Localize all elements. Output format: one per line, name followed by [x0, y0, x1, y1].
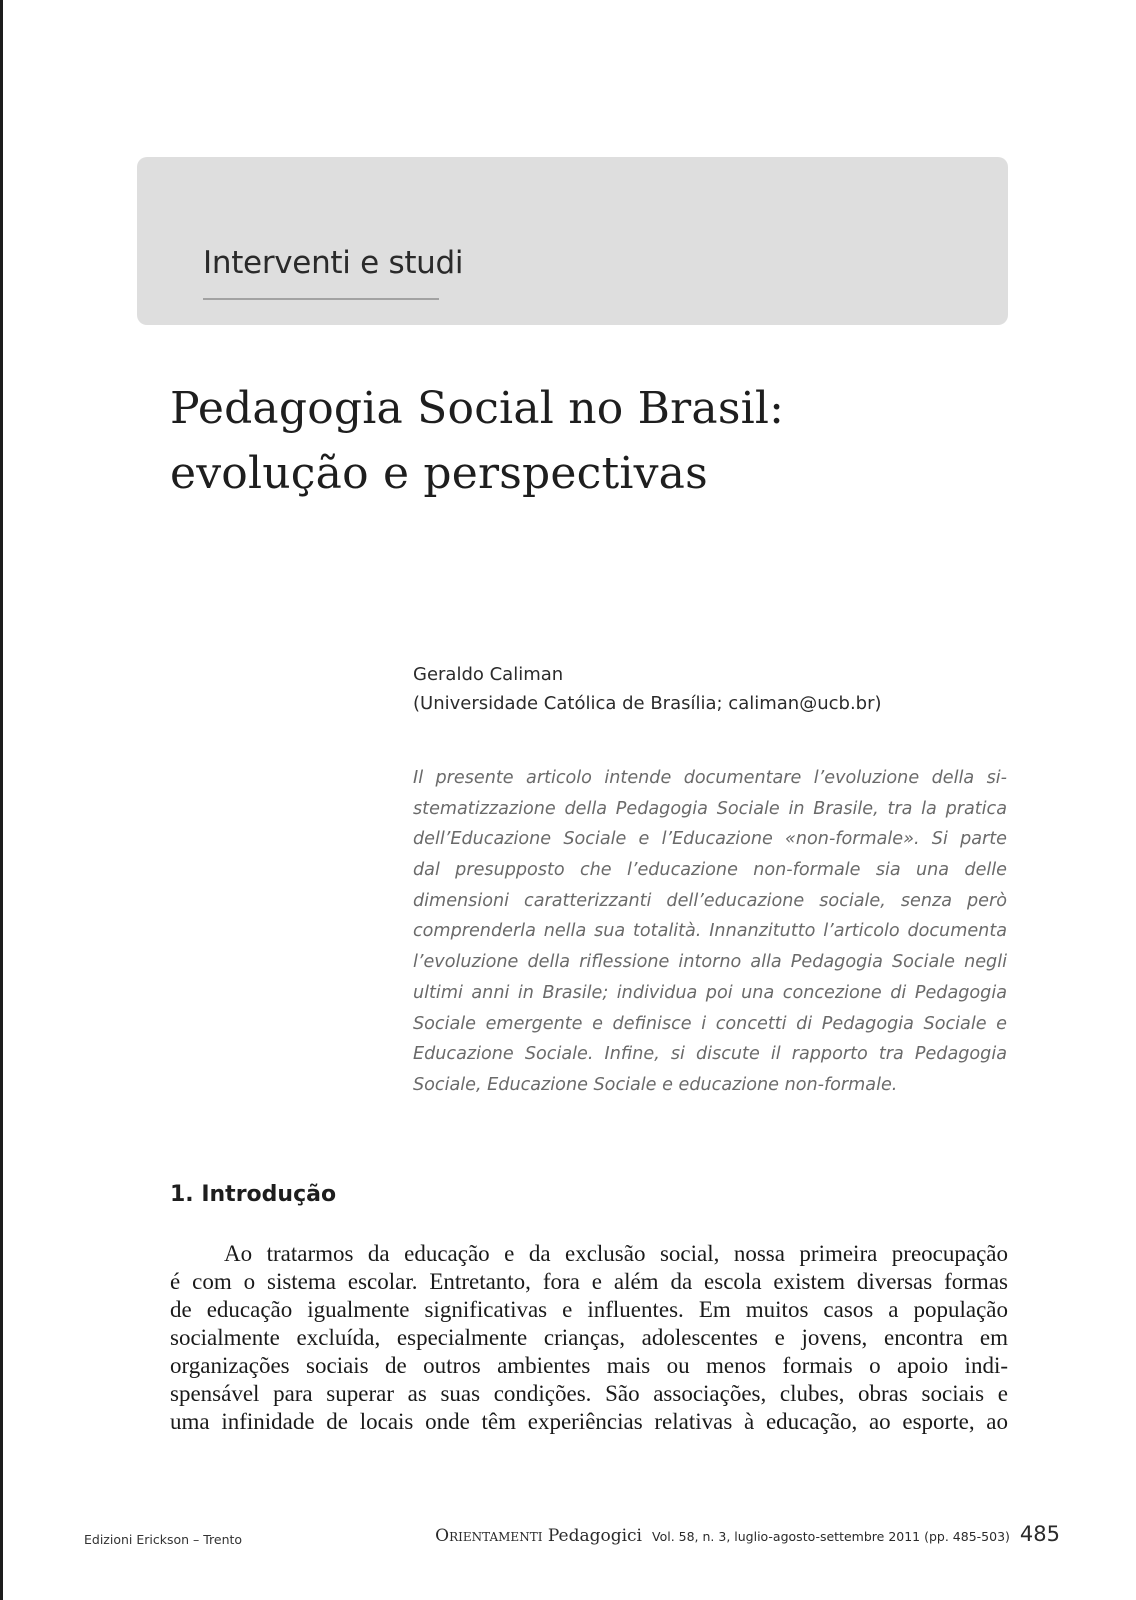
- section-header-box: [137, 157, 1008, 325]
- page-left-edge: [0, 0, 3, 1600]
- section-label: Interventi e studi: [203, 245, 464, 281]
- abstract-line: dal presupposto che l’educazione non-formale sia una delle: [413, 860, 1007, 881]
- author-affiliation: (Universidade Católica de Brasília; caliman@ucb.br): [413, 693, 882, 714]
- abstract-line: dimensioni caratterizzanti dell’educazione sociale, senza però: [413, 890, 1007, 911]
- body-line: de educação igualmente significativas e influentes. Em muitos casos a população: [170, 1297, 1008, 1322]
- footer-journal-second: Pedagogici: [547, 1526, 642, 1546]
- abstract-line: Sociale, Educazione Sociale e educazione non-formale.: [413, 1074, 898, 1095]
- abstract-line: Sociale emergente e definisce i concetti di Pedagogia Sociale e: [413, 1013, 1007, 1034]
- body-line: organizações sociais de outros ambientes mais ou menos formais o apoio indi-: [170, 1353, 1008, 1378]
- author-block: [413, 660, 882, 718]
- abstract-line: Il presente articolo intende documentare l’evoluzione della si-: [413, 768, 1007, 788]
- body-line: é com o sistema escolar. Entretanto, fora e além da escola existem diversas formas: [170, 1269, 1008, 1294]
- body-line: spensável para superar as suas condições. São associações, clubes, obras sociais e: [170, 1381, 1008, 1406]
- body-line: socialmente excluída, especialmente crianças, adolescentes e jovens, encontra em: [170, 1325, 1008, 1350]
- title-line-2: evolução e perspectivas: [170, 448, 708, 499]
- abstract-line: l’evoluzione della riflessione intorno alla Pedagogia Sociale negli: [413, 952, 1007, 973]
- abstract-line: dell’Educazione Sociale e l’Educazione «non-formale». Si parte: [413, 829, 1007, 850]
- abstract-line: stematizzazione della Pedagogia Sociale in Brasile, tra la pratica: [413, 798, 1007, 819]
- body-line: uma infinidade de locais onde têm experiências relativas à educação, ao esporte, ao: [170, 1409, 1008, 1434]
- page-number: 485: [1019, 1522, 1060, 1546]
- abstract-line: ultimi anni in Brasile; individua poi una concezione di Pedagogia: [413, 982, 1007, 1003]
- footer-journal-name: [435, 1526, 642, 1546]
- footer-citation: [435, 1522, 1060, 1546]
- body-paragraph: [170, 1240, 1008, 1436]
- article-title: [170, 376, 1010, 506]
- footer-journal-first: Orientamenti: [435, 1526, 543, 1546]
- footer-volume-info: Vol. 58, n. 3, luglio-agosto-settembre 2011 (pp. 485-503): [652, 1529, 1010, 1544]
- abstract: [413, 763, 1007, 1101]
- abstract-line: Educazione Sociale. Infine, si discute il rapporto tra Pedagogia: [413, 1044, 1007, 1065]
- section-underline: [203, 298, 439, 300]
- author-name: Geraldo Caliman: [413, 664, 564, 685]
- body-line: Ao tratarmos da educação e da exclusão social, nossa primeira preocupação: [224, 1241, 1008, 1266]
- footer-publisher: Edizioni Erickson – Trento: [84, 1532, 243, 1547]
- abstract-line: comprenderla nella sua totalità. Innanzitutto l’articolo documenta: [413, 921, 1007, 942]
- title-line-1: Pedagogia Social no Brasil:: [170, 383, 785, 434]
- section-heading: 1. Introdução: [170, 1182, 337, 1207]
